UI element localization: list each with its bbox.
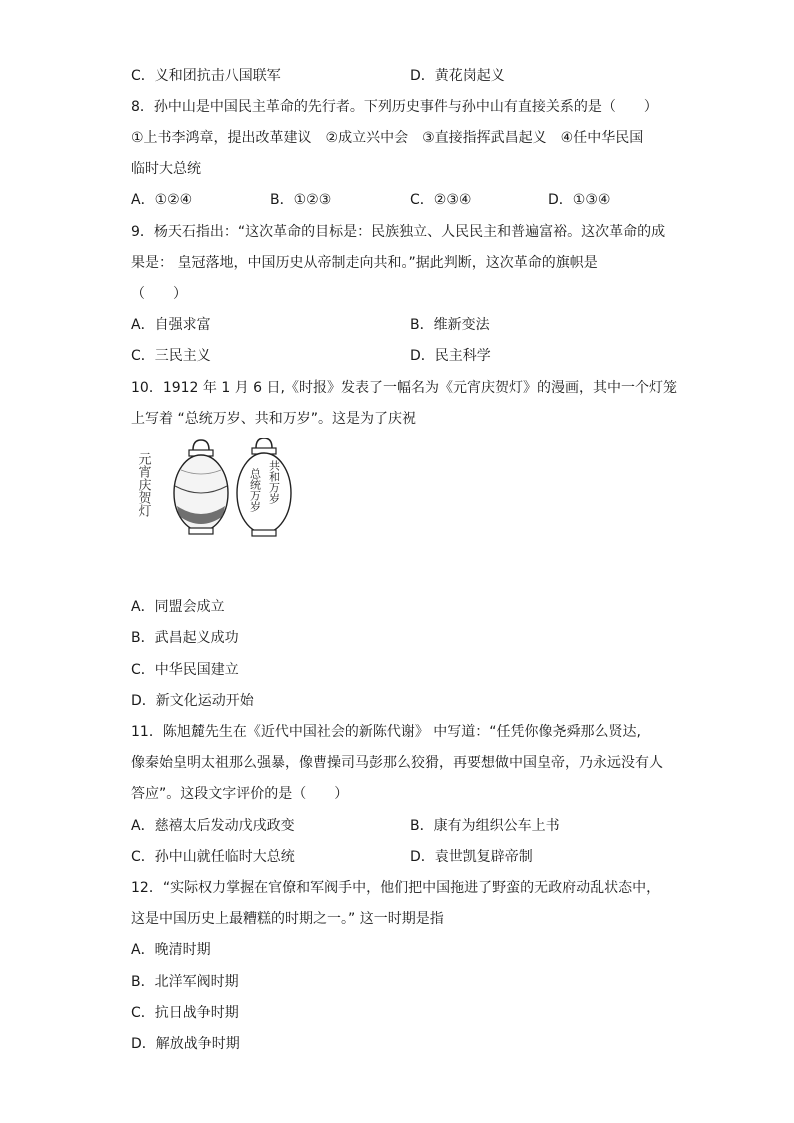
q8-option-d: D．①③④ <box>548 192 611 208</box>
q12-stem-cont: 这是中国历史上最糟糕的时期之一。” 这一时期是指 <box>131 911 444 927</box>
lantern-cartoon-image <box>131 438 311 550</box>
lantern-text-republic: 共和万岁 <box>267 460 281 504</box>
q11-stem-end: 答应”。这段文字评价的是（ ） <box>131 786 349 802</box>
q12-option-d: D．解放战争时期 <box>131 1036 240 1052</box>
q12-option-b: B．北洋军阀时期 <box>131 974 239 990</box>
q12-option-a: A．晚清时期 <box>131 942 211 958</box>
q11-option-c: C．孙中山就任临时大总统 <box>131 849 295 865</box>
q11-option-b: B．康有为组织公车上书 <box>410 818 560 834</box>
q8-option-b: B．①②③ <box>270 192 332 208</box>
q9-option-b: B．维新变法 <box>410 317 490 333</box>
cartoon-caption: 元宵庆贺灯 <box>135 452 151 517</box>
q8-items-cont: 临时大总统 <box>131 161 201 177</box>
q11-option-a: A．慈禧太后发动戊戌政变 <box>131 818 295 834</box>
q9-option-d: D．民主科学 <box>410 348 491 364</box>
q9-stem-cont: 果是： 皇冠落地，中国历史从帝制走向共和。”据此判断，这次革命的旗帜是 <box>131 255 598 271</box>
q7-option-c: C．义和团抗击八国联军 <box>131 68 281 84</box>
q8-items: ①上书李鸿章，提出改革建议 ②成立兴中会 ③直接指挥武昌起义 ④任中华民国 <box>131 130 644 146</box>
q10-option-c: C．中华民国建立 <box>131 662 239 678</box>
q9-stem: 9．杨天石指出：“这次革命的目标是：民族独立、人民民主和普遍富裕。这次革命的成 <box>131 224 666 240</box>
q10-option-d: D．新文化运动开始 <box>131 693 254 709</box>
q8-option-c: C．②③④ <box>410 192 472 208</box>
q9-option-a: A．自强求富 <box>131 317 211 333</box>
q10-stem-cont: 上写着 “总统万岁、共和万岁”。这是为了庆祝 <box>131 411 416 427</box>
q12-option-c: C．抗日战争时期 <box>131 1005 239 1021</box>
q12-stem: 12．“实际权力掌握在官僚和军阀手中，他们把中国拖进了野蛮的无政府动乱状态中， <box>131 880 661 896</box>
q9-blank: （ ） <box>131 286 187 302</box>
q9-option-c: C．三民主义 <box>131 348 211 364</box>
q10-option-a: A．同盟会成立 <box>131 599 225 615</box>
left-lantern <box>174 440 228 534</box>
q10-option-b: B．武昌起义成功 <box>131 630 239 646</box>
q11-stem-cont: 像秦始皇明太祖那么强暴，像曹操司马彭那么狡猾，再要想做中国皇帝，乃永远没有人 <box>131 755 663 771</box>
q8-stem: 8．孙中山是中国民主革命的先行者。下列历史事件与孙中山有直接关系的是（ ） <box>131 99 658 115</box>
q10-stem: 10．1912 年 1 月 6 日,《时报》发表了一幅名为《元宵庆贺灯》的漫画，其中一个灯笼 <box>131 380 677 396</box>
q11-stem: 11．陈旭麓先生在《近代中国社会的新陈代谢》 中写道：“任凭你像尧舜那么贤达, <box>131 724 641 740</box>
q11-option-d: D．袁世凯复辟帝制 <box>410 849 533 865</box>
q8-option-a: A．①②④ <box>131 192 193 208</box>
lantern-text-president: 总统万岁 <box>248 468 262 512</box>
right-lantern <box>237 438 291 536</box>
q7-option-d: D．黄花岗起义 <box>410 68 505 84</box>
